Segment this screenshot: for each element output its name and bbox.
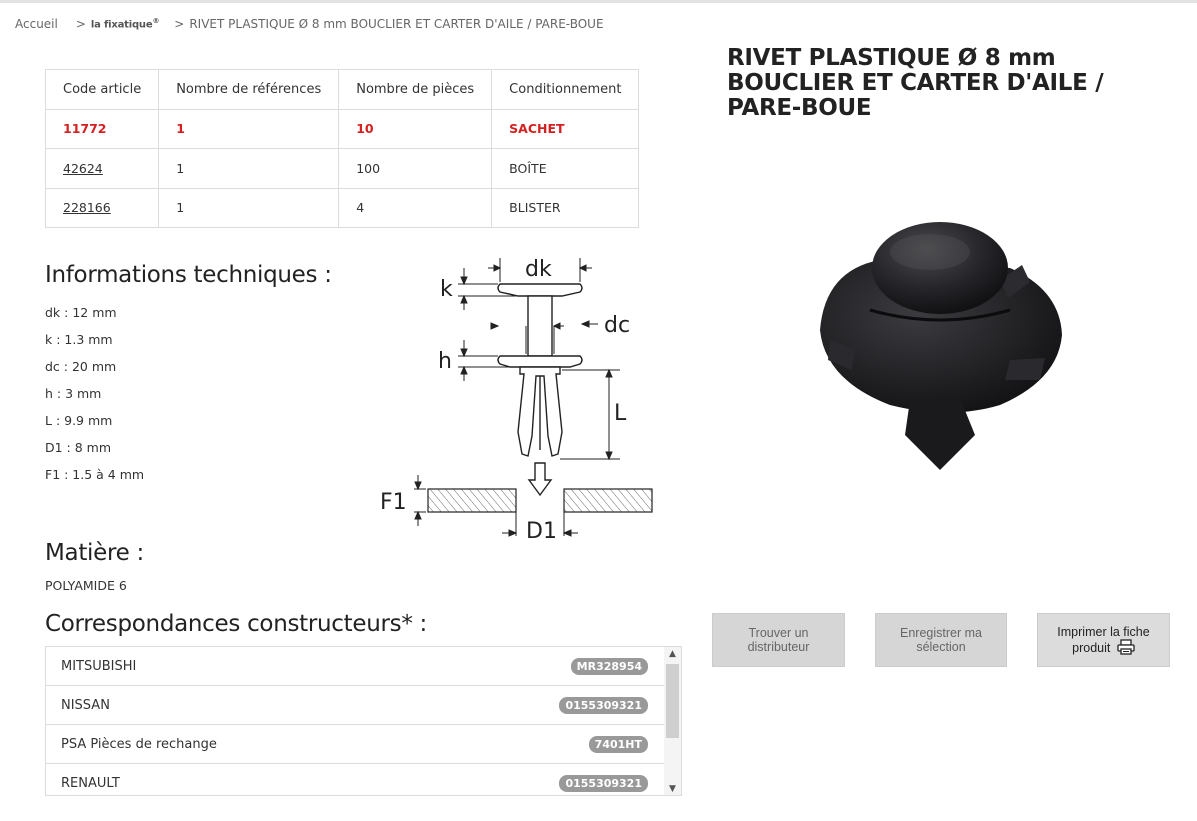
- spec-k: k : 1.3 mm: [45, 332, 113, 347]
- brand-name: la fixatique: [90, 19, 153, 31]
- brand-registered-mark: ®: [152, 17, 160, 26]
- save-selection-label: Enregistrer ma sélection: [900, 626, 982, 654]
- maker-ref-badge: MR328954: [571, 658, 648, 675]
- top-border: [0, 0, 1197, 3]
- article-code-link[interactable]: 42624: [63, 160, 103, 176]
- maker-ref-badge: 0155309321: [559, 697, 648, 714]
- label-d1: D1: [526, 519, 557, 544]
- breadcrumb-current: RIVET PLASTIQUE Ø 8 mm BOUCLIER ET CARTER D'AILE / PARE-BOUE: [189, 17, 604, 31]
- spec-dk: dk : 12 mm: [45, 305, 117, 320]
- correspondences-heading: Correspondances constructeurs* :: [45, 611, 427, 637]
- col-code-article: Code article: [46, 70, 159, 110]
- find-distributor-button[interactable]: [712, 613, 845, 667]
- maker-name: PSA Pièces de rechange: [61, 736, 217, 752]
- tech-info-heading: Informations techniques :: [45, 262, 332, 288]
- label-l: L: [614, 401, 627, 426]
- breadcrumb-separator: >: [75, 17, 86, 31]
- maker-ref-badge: 7401HT: [589, 736, 648, 753]
- cell-code: [46, 149, 159, 189]
- material-heading: Matière :: [45, 540, 144, 566]
- table-row-selected[interactable]: [46, 109, 639, 149]
- breadcrumb-separator: >: [174, 17, 185, 31]
- material-value: POLYAMIDE 6: [45, 578, 127, 593]
- print-sheet-text: Imprimer la fiche produit: [1057, 625, 1150, 655]
- table-row[interactable]: [46, 188, 639, 228]
- technical-drawing: [370, 250, 670, 545]
- list-item: [46, 764, 681, 796]
- breadcrumb-home-link[interactable]: Accueil: [15, 17, 58, 31]
- spec-d1: D1 : 8 mm: [45, 440, 112, 455]
- label-k: k: [440, 277, 453, 302]
- cell-code: [46, 188, 159, 228]
- cell-packaging: BLISTER: [492, 188, 639, 228]
- list-item: [46, 647, 681, 686]
- article-code-link[interactable]: 228166: [63, 200, 111, 216]
- maker-name: MITSUBISHI: [61, 658, 137, 674]
- spec-h: h : 3 mm: [45, 386, 102, 401]
- breadcrumb-brand-link[interactable]: [91, 17, 159, 30]
- spec-dc: dc : 20 mm: [45, 359, 117, 374]
- label-dc: dc: [604, 313, 631, 338]
- correspondences-list[interactable]: [45, 646, 682, 796]
- cell-refs: 1: [159, 188, 339, 228]
- cell-packaging: BOÎTE: [492, 149, 639, 189]
- tech-info-list: [45, 299, 144, 488]
- table-header-row: [46, 70, 639, 110]
- table-row[interactable]: [46, 149, 639, 189]
- label-f1: F1: [380, 490, 407, 515]
- chevron-up-icon[interactable]: ▲: [669, 649, 676, 659]
- print-product-sheet-button[interactable]: [1037, 613, 1170, 667]
- save-selection-button[interactable]: [875, 613, 1007, 667]
- cell-refs: 1: [159, 109, 339, 149]
- label-h: h: [438, 349, 452, 374]
- scrollbar[interactable]: [664, 647, 681, 796]
- col-nombre-references: Nombre de références: [159, 70, 339, 110]
- article-code-link[interactable]: 11772: [63, 121, 107, 137]
- maker-name: RENAULT: [61, 775, 120, 791]
- cell-pieces: 100: [339, 149, 492, 189]
- maker-ref-badge: 0155309321: [559, 775, 648, 792]
- printer-icon: [1117, 639, 1135, 655]
- cell-packaging: SACHET: [492, 109, 639, 149]
- col-conditionnement: Conditionnement: [492, 70, 639, 110]
- find-distributor-label: Trouver un distributeur: [747, 626, 810, 654]
- list-item: [46, 725, 681, 764]
- cell-pieces: 10: [339, 109, 492, 149]
- cell-refs: 1: [159, 149, 339, 189]
- spec-f1: F1 : 1.5 à 4 mm: [45, 467, 145, 482]
- product-title: RIVET PLASTIQUE Ø 8 mm BOUCLIER ET CARTER D'AILE / PARE-BOUE: [727, 45, 1104, 121]
- scrollbar-thumb[interactable]: [666, 664, 679, 738]
- chevron-down-icon[interactable]: ▼: [669, 784, 676, 794]
- list-item: [46, 686, 681, 725]
- print-sheet-label: [1049, 625, 1159, 655]
- references-table: [45, 69, 639, 228]
- spec-l: L : 9.9 mm: [45, 413, 113, 428]
- maker-name: NISSAN: [61, 697, 110, 713]
- breadcrumb: [15, 17, 604, 31]
- col-nombre-pieces: Nombre de pièces: [339, 70, 492, 110]
- cell-pieces: 4: [339, 188, 492, 228]
- product-photo: [800, 210, 1080, 480]
- cell-code: [46, 109, 159, 149]
- label-dk: dk: [525, 257, 552, 282]
